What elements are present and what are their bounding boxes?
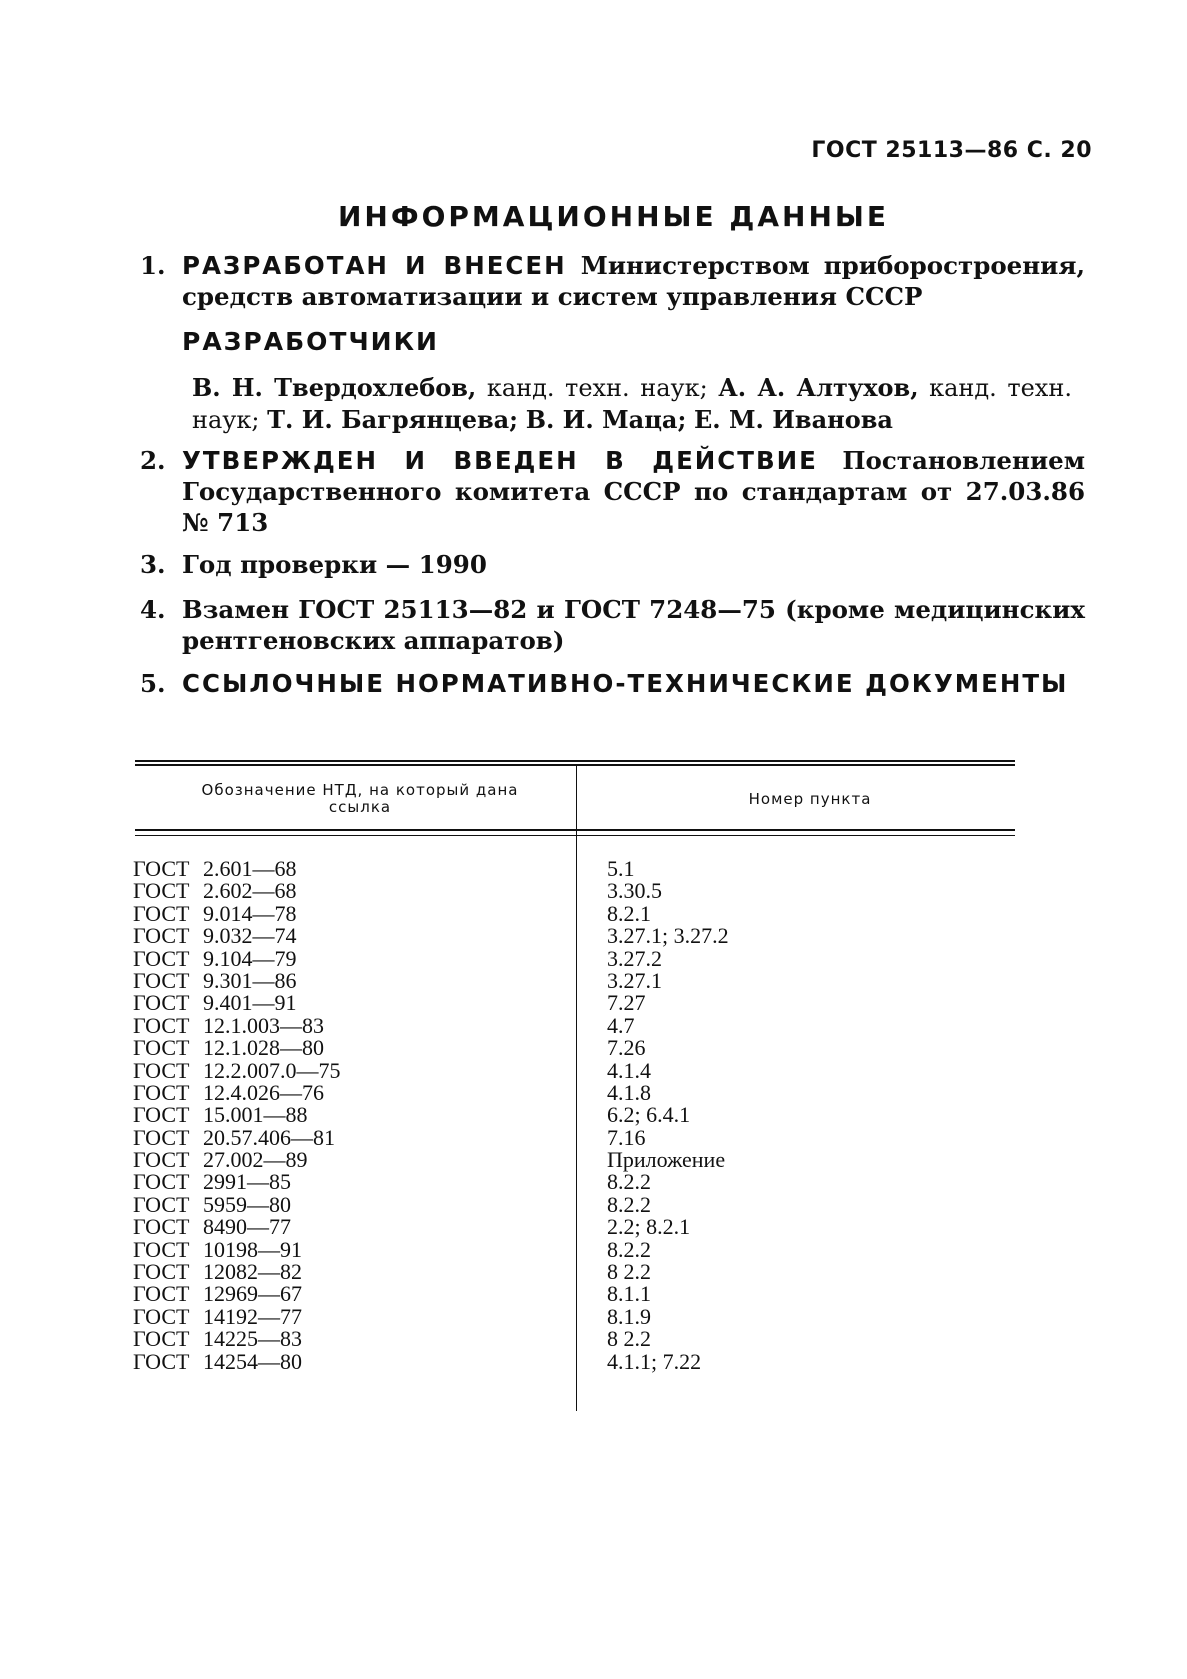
table-row-designation <box>133 1079 553 1105</box>
table-row-item-number: 7.26 <box>607 1035 646 1061</box>
table-row-designation <box>133 1191 553 1217</box>
table-row-designation <box>133 1012 553 1038</box>
table-row-item-number: 3.27.2 <box>607 945 662 971</box>
section-text: Год проверки — 1990 <box>182 550 487 579</box>
table-row-item-number: 8.2.2 <box>607 1191 651 1217</box>
table-header-designation: Обозначение НТД, на который дана ссылка <box>201 781 519 816</box>
table-row-item-number: 8.2.1 <box>607 900 651 926</box>
table-column-divider <box>576 766 577 1411</box>
table-row-designation <box>133 1124 553 1150</box>
section-number: 5. <box>140 669 166 698</box>
gost-prefix: ГОСТ <box>133 1259 190 1285</box>
section-text: Министерством приборостроения, средств автоматизации и систем управления СССР <box>182 251 1085 311</box>
section-number: 2. <box>140 446 166 475</box>
section-number: 4. <box>140 595 166 624</box>
gost-prefix: ГОСТ <box>133 990 190 1016</box>
table-row-designation <box>133 1236 553 1262</box>
gost-code: 14225—83 <box>203 1326 302 1352</box>
section-3 <box>140 549 1085 580</box>
table-row-item-number: 5.1 <box>607 856 635 881</box>
table-row-designation <box>133 1348 553 1374</box>
table-row-item-number: 8.1.1 <box>607 1281 651 1307</box>
page-title: ИНФОРМАЦИОННЫЕ ДАННЫЕ <box>337 200 890 233</box>
table-row-designation <box>133 1261 553 1283</box>
table-row-designation <box>133 925 553 947</box>
developer-title: канд. техн. наук; <box>192 374 1072 434</box>
table-row-item-number: 6.2; 6.4.1 <box>607 1102 691 1128</box>
gost-prefix: ГОСТ <box>133 923 190 949</box>
developer-name: А. А. Алтухов, <box>718 373 919 402</box>
gost-code: 12082—82 <box>203 1259 302 1285</box>
table-row-item-number: Приложение <box>607 1147 726 1173</box>
table-row-designation <box>133 1171 553 1193</box>
table-row-item-number: 3.30.5 <box>607 878 662 904</box>
gost-code: 2991—85 <box>203 1169 291 1195</box>
gost-code: 20.57.406—81 <box>203 1124 335 1150</box>
developers-list <box>192 372 1072 436</box>
table-row-item-number: 4.1.4 <box>607 1057 651 1083</box>
table-row-designation <box>133 945 553 971</box>
section-5 <box>140 668 1085 699</box>
table-row-item-number: 8.2.2 <box>607 1236 651 1262</box>
table-row-designation <box>133 992 553 1014</box>
developer-name: В. Н. Твердохлебов, <box>192 373 477 402</box>
gost-code: 27.002—89 <box>203 1147 308 1173</box>
table-header-rule-double <box>135 835 1015 836</box>
table-row-item-number: 8.1.9 <box>607 1303 651 1329</box>
gost-prefix: ГОСТ <box>133 1057 190 1083</box>
table-row-designation <box>133 967 553 993</box>
table-row-item-number: 3.27.1 <box>607 967 662 993</box>
table-row-item-number: 7.27 <box>607 990 646 1016</box>
table-row-designation <box>133 900 553 926</box>
gost-prefix: ГОСТ <box>133 1236 190 1262</box>
section-2 <box>140 445 1085 538</box>
gost-prefix: ГОСТ <box>133 1079 190 1105</box>
gost-prefix: ГОСТ <box>133 856 190 881</box>
gost-prefix: ГОСТ <box>133 878 190 904</box>
gost-prefix: ГОСТ <box>133 1348 190 1374</box>
gost-code: 2.601—68 <box>203 856 297 881</box>
gost-code: 9.032—74 <box>203 923 297 949</box>
section-number: 3. <box>140 550 166 579</box>
developer-name: Е. М. Иванова <box>693 405 893 434</box>
gost-code: 12.1.028—80 <box>203 1035 324 1061</box>
section-text: Постановлением Государственного комитета СССР по стандартам от 27.03.86 № 713 <box>182 446 1085 537</box>
table-top-rule <box>135 760 1015 762</box>
gost-code: 9.301—86 <box>203 967 297 993</box>
section-text: ССЫЛОЧНЫЕ НОРМАТИВНО-ТЕХНИЧЕСКИЕ ДОКУМЕНТЫ <box>182 669 1069 698</box>
developers-heading: РАЗРАБОТЧИКИ <box>182 327 439 356</box>
section-lead: УТВЕРЖДЕН И ВВЕДЕН В ДЕЙСТВИЕ <box>182 446 818 475</box>
section-1 <box>140 250 1085 312</box>
section-number: 1. <box>140 251 166 280</box>
gost-prefix: ГОСТ <box>133 1281 190 1307</box>
gost-prefix: ГОСТ <box>133 1303 190 1329</box>
gost-code: 2.602—68 <box>203 878 297 904</box>
gost-prefix: ГОСТ <box>133 1102 190 1128</box>
gost-prefix: ГОСТ <box>133 1012 190 1038</box>
gost-prefix: ГОСТ <box>133 1035 190 1061</box>
table-column-items <box>607 858 1027 1373</box>
table-row-item-number: 3.27.1; 3.27.2 <box>607 923 729 949</box>
gost-prefix: ГОСТ <box>133 900 190 926</box>
gost-prefix: ГОСТ <box>133 1326 190 1352</box>
gost-prefix: ГОСТ <box>133 1191 190 1217</box>
gost-code: 14254—80 <box>203 1348 302 1374</box>
table-row-item-number: 8 2.2 <box>607 1259 651 1285</box>
developer-name: В. И. Маца; <box>525 405 687 434</box>
gost-prefix: ГОСТ <box>133 1124 190 1150</box>
gost-prefix: ГОСТ <box>133 945 190 971</box>
table-row-designation <box>133 1283 553 1305</box>
table-row-item-number: 8.2.2 <box>607 1169 651 1195</box>
gost-code: 12.4.026—76 <box>203 1079 324 1105</box>
table-row-item-number: 4.1.1; 7.22 <box>607 1348 702 1374</box>
table-row-designation <box>133 1149 553 1171</box>
table-row-designation <box>133 1328 553 1350</box>
gost-code: 9.014—78 <box>203 900 297 926</box>
table-row-designation <box>133 858 553 880</box>
developer-name: Т. И. Багрянцева; <box>267 405 519 434</box>
gost-prefix: ГОСТ <box>133 1214 190 1240</box>
gost-code: 8490—77 <box>203 1214 291 1240</box>
table-row-designation <box>133 1303 553 1329</box>
gost-code: 9.104—79 <box>203 945 297 971</box>
table-header-rule <box>135 829 1015 831</box>
gost-code: 12969—67 <box>203 1281 302 1307</box>
developer-title: канд. техн. наук; <box>486 374 708 402</box>
table-header-item-number: Номер пункта <box>748 790 872 808</box>
gost-code: 9.401—91 <box>203 990 297 1016</box>
table-top-rule-double <box>135 764 1015 766</box>
table-row-designation <box>133 1216 553 1238</box>
gost-code: 12.1.003—83 <box>203 1012 324 1038</box>
gost-code: 10198—91 <box>203 1236 302 1262</box>
section-4 <box>140 594 1085 656</box>
section-text: Взамен ГОСТ 25113—82 и ГОСТ 7248—75 (кроме медицинских рентгеновских аппаратов) <box>182 595 1085 655</box>
gost-code: 14192—77 <box>203 1303 302 1329</box>
table-row-designation <box>133 880 553 902</box>
gost-code: 5959—80 <box>203 1191 291 1217</box>
gost-prefix: ГОСТ <box>133 1147 190 1173</box>
page-header: ГОСТ 25113—86 С. 20 <box>811 138 1092 163</box>
section-lead: РАЗРАБОТАН И ВНЕСЕН <box>182 251 567 280</box>
table-row-item-number: 4.7 <box>607 1012 635 1038</box>
table-column-designations <box>133 858 553 1373</box>
table-row-designation <box>133 1104 553 1126</box>
table-row-item-number: 4.1.8 <box>607 1079 651 1105</box>
gost-prefix: ГОСТ <box>133 1169 190 1195</box>
gost-prefix: ГОСТ <box>133 967 190 993</box>
table-row-item-number: 8 2.2 <box>607 1326 651 1352</box>
table-row-designation <box>133 1037 553 1059</box>
gost-code: 12.2.007.0—75 <box>203 1057 341 1083</box>
table-row-item-number: 7.16 <box>607 1124 646 1150</box>
gost-code: 15.001—88 <box>203 1102 308 1128</box>
table-row-designation <box>133 1057 553 1083</box>
table-row-item-number: 2.2; 8.2.1 <box>607 1214 691 1240</box>
